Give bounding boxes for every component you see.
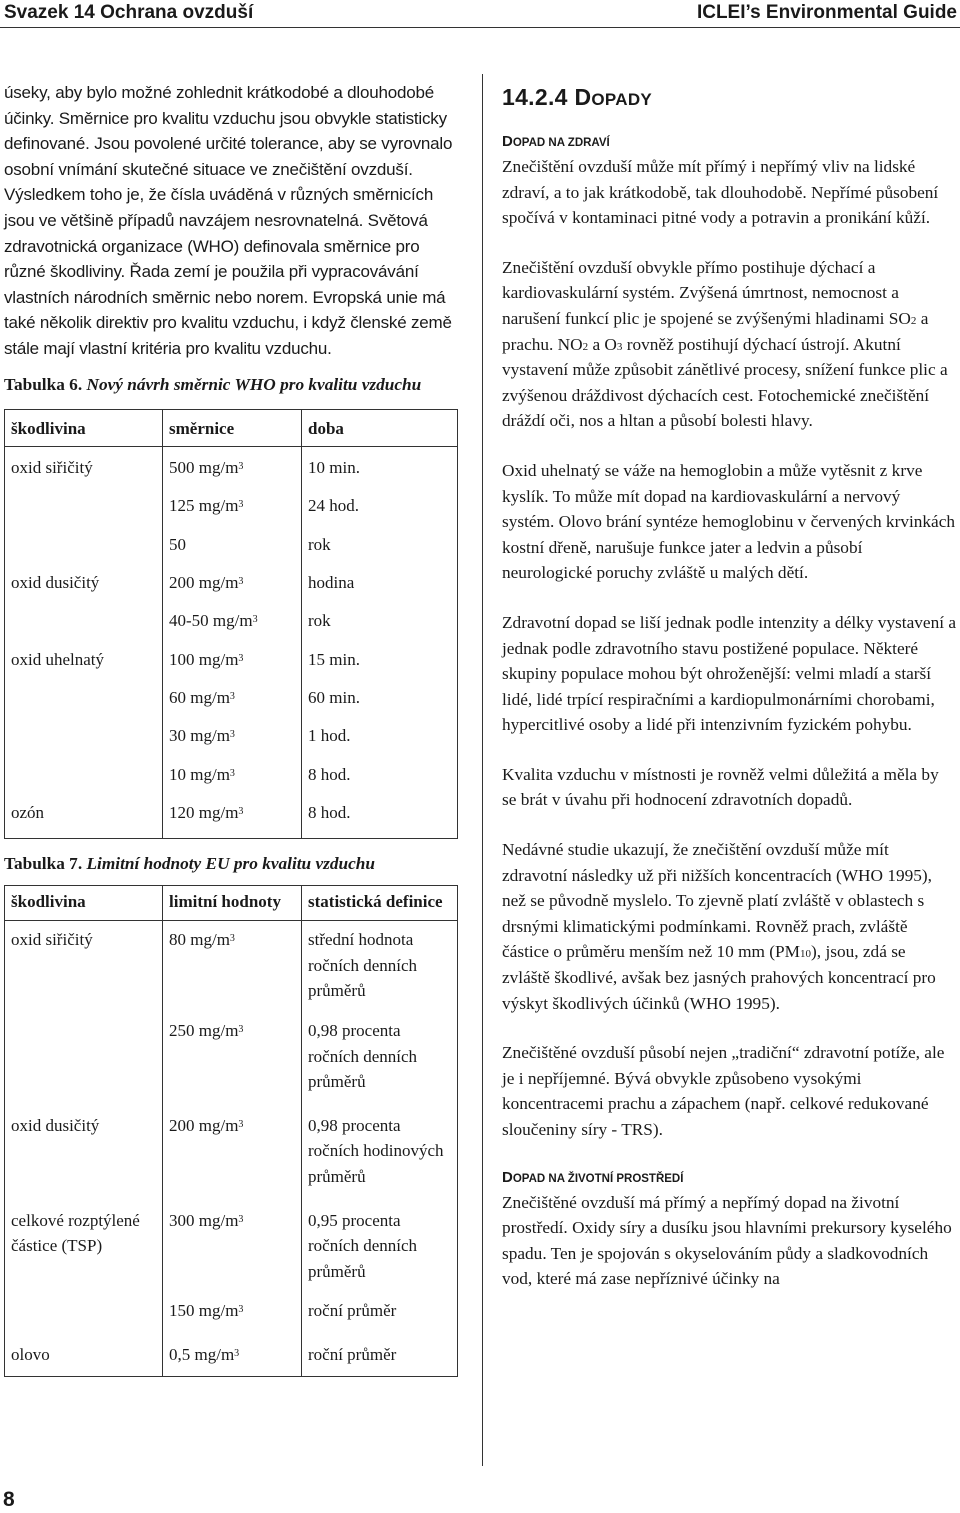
spacer	[502, 813, 956, 837]
table7-cell-text: oxid dusičitý	[11, 1115, 100, 1135]
p2-part-b: a prachu. NO	[502, 308, 929, 354]
intro-paragraph: úseky, aby bylo možné zohlednit krátkodobé a dlouhodobé účinky. Směrnice pro kvalitu vzduchu jsou obvykle statisticky definované. Jsou povolené určité tolerance, aby se vyrovnalo osobní vnímání skutečné situace ve znečištění ovzduší. Výsledkem toho je, že čísla uváděná v různých směrnicích jsou ve většině případů navzájem nesrovnatelná. Světová zdravotnická organizace (WHO) definovala směrnice pro různé škodliviny. Řada zemí je použila při vypracovávání vlastních národních směrnic nebo norem. Evropská unie má také několik direktiv pro kvalitu vzduchu, i když členské země stále mají vlastní kritéria pro kvalitu vzduchu.	[4, 83, 453, 358]
column-divider	[482, 74, 483, 1466]
table7-cell-text: olovo	[11, 1345, 50, 1364]
table7-cell	[5, 1332, 163, 1376]
table7-cell-text: 0,98 procenta ročních hodinových průměrů	[308, 1115, 444, 1187]
table7-cell	[302, 1198, 458, 1293]
p2-part-a: Znečištění ovzduší obvykle přímo postihuje dýchací a kardiovaskulární systém. Zvýšená úmrtnost, nemocnost a narušení funkcí plic je spojené se zvýšenými hladinami SO	[502, 257, 911, 328]
table7-cell-superscript: 3	[229, 933, 235, 945]
table6-cell	[302, 608, 458, 646]
table7-cell-superscript: 3	[238, 1118, 244, 1130]
table6-cell	[163, 447, 302, 494]
table6-header-cell: škodlivina	[5, 410, 163, 447]
left-column	[4, 80, 456, 1377]
table6-cell	[302, 685, 458, 723]
table6-row	[5, 685, 458, 723]
spacer	[502, 231, 956, 255]
table7-cell-text: 250 mg/m	[169, 1021, 239, 1041]
table6-cell-text: 30 mg/m	[169, 726, 230, 746]
table6-cell-text: oxid siřičitý	[11, 458, 93, 478]
header-guide-title: ICLEI’s Environmental Guide	[696, 2, 957, 23]
table6-row	[5, 723, 458, 761]
table7-cell-text: 0,5 mg/m	[169, 1345, 235, 1364]
table6-title: Nový návrh směrnic WHO pro kvalitu vzduchu	[86, 374, 422, 394]
p2-part-c: a O	[588, 334, 617, 354]
table6-row	[5, 447, 458, 494]
table7-label: Tabulka 7.	[4, 854, 83, 874]
table6-cell	[5, 723, 163, 761]
table7-title: Limitní hodnoty EU pro kvalitu vzduchu	[86, 854, 376, 874]
table7-cell	[302, 1332, 458, 1376]
table6-cell-text: 125 mg/m	[169, 496, 239, 516]
table7-row	[5, 1103, 458, 1198]
table6-cell	[5, 570, 163, 608]
table7-eu-limits	[4, 885, 458, 1377]
table7-cell-text: oxid siřičitý	[11, 930, 93, 950]
subheading-health-rest: OPAD NA ZDRAVÍ	[512, 137, 610, 149]
header-volume-title: Svazek 14 Ochrana ovzduší	[4, 2, 254, 23]
table6-cell	[163, 762, 302, 800]
table6-cell	[5, 762, 163, 800]
table6-row	[5, 647, 458, 685]
p6-part-a: Nedávné studie ukazují, že znečištění ovzduší může mít zdravotní následky už při nižších koncentracích (WHO 1995), než se původně myslelo. To zjevně platí zvláště v oblastech s drsnými klimatickými podmínkami. Rovněž prach, zvláště částice o průměru menším než 10 mm (PM	[502, 840, 932, 962]
table6-cell-text: ozón	[11, 802, 45, 822]
table7-cell-text: roční průměr	[308, 1345, 397, 1364]
p2-sub-3: 3	[616, 340, 623, 353]
spacer	[502, 434, 956, 458]
table6-cell-text: 8 hod.	[308, 764, 351, 784]
table6-cell-text: 500 mg/m	[169, 458, 239, 478]
section-heading	[502, 84, 956, 111]
table7-cell-text: 0,95 procenta ročních denních průměrů	[308, 1210, 418, 1281]
table6-cell-text: 40-50 mg/m	[169, 611, 253, 631]
table6-cell	[163, 608, 302, 646]
p2-part-d: rovněž postihují dýchací ústrojí. Akutní vystavení může způsobit zánětlivé procesy, snížení funkce plic a zvýšenou dráždivost dýchacích cest. Fotochemické znečištění dráždí oči, nos a hltan a působí bolesti hlavy.	[502, 334, 948, 431]
table6-cell	[302, 447, 458, 494]
paragraph-5: Kvalita vzduchu v místnosti je rovněž velmi důležitá a měla by se brát v úvahu při hodnocení zdravotních dopadů.	[502, 764, 939, 810]
table7-header-cell: statistická definice	[302, 885, 458, 921]
table7-cell-superscript: 3	[238, 1304, 244, 1316]
table6-cell-text: 10 min.	[308, 458, 360, 478]
table6-cell	[163, 570, 302, 608]
table6-cell-superscript: 3	[238, 576, 244, 588]
table6-cell	[302, 723, 458, 761]
table7-row	[5, 1198, 458, 1293]
heading-rest: OPADY	[591, 90, 653, 109]
table7-header-cell: limitní hodnoty	[163, 885, 302, 921]
table7-cell	[163, 1103, 302, 1198]
table6-row	[5, 532, 458, 570]
table7-header-cell: škodlivina	[5, 885, 163, 921]
table6-cell-superscript: 3	[238, 805, 244, 817]
paragraph-6	[502, 837, 956, 1016]
table7-cell	[163, 921, 302, 1012]
table6-cell	[302, 800, 458, 839]
p6-sub: 10	[800, 948, 812, 961]
heading-number: 14.2.4	[502, 84, 568, 110]
table7-cell	[163, 1292, 302, 1332]
subheading-environment	[502, 1167, 956, 1190]
table6-header-row	[5, 410, 458, 447]
table6-cell-text: oxid uhelnatý	[11, 649, 105, 669]
p2-sub-1: 2	[910, 314, 917, 327]
table6-cell	[163, 723, 302, 761]
table6-row	[5, 570, 458, 608]
table6-row	[5, 493, 458, 531]
table6-cell	[163, 647, 302, 685]
table6-cell	[5, 800, 163, 839]
table7-cell-text: 200 mg/m	[169, 1115, 239, 1135]
subheading-env-rest: OPAD NA ŽIVOTNÍ PROSTŘEDÍ	[512, 1172, 684, 1185]
right-column	[502, 80, 956, 1292]
table7-cell	[163, 1198, 302, 1293]
table6-cell-text: 8 hod.	[308, 802, 351, 822]
table7-cell	[302, 921, 458, 1012]
table6-cell	[302, 762, 458, 800]
table6-row	[5, 762, 458, 800]
table7-cell-superscript: 3	[234, 1348, 240, 1359]
table7-cell-text: roční průměr	[308, 1301, 397, 1321]
table7-cell	[5, 921, 163, 1012]
table7-cell-text: 80 mg/m	[169, 930, 230, 950]
table6-cell	[5, 685, 163, 723]
table6-cell-text: oxid dusičitý	[11, 573, 100, 593]
table6-cell-text: rok	[308, 534, 331, 554]
table6-cell-text: 50	[169, 534, 186, 554]
table7-cell-superscript: 3	[238, 1213, 244, 1225]
page-header	[0, 0, 960, 28]
table6-cell-text: 60 min.	[308, 687, 360, 707]
table7-cell-text: 300 mg/m	[169, 1210, 239, 1230]
table7-cell	[302, 1292, 458, 1332]
table7-cell-text: 150 mg/m	[169, 1301, 239, 1321]
table6-cell	[163, 800, 302, 839]
table6-cell-text: 200 mg/m	[169, 573, 239, 593]
table6-cell-superscript: 3	[229, 729, 235, 741]
table6-cell-text: rok	[308, 611, 331, 631]
table7-row	[5, 1292, 458, 1332]
spacer	[502, 586, 956, 610]
table6-label: Tabulka 6.	[4, 374, 83, 394]
table7-cell	[163, 1332, 302, 1376]
paragraph-1: Znečištění ovzduší může mít přímý i nepřímý vliv na lidské zdraví, a to jak krátkodobě, tak dlouhodobě. Nepřímé působení spočívá v kontaminaci pitné vody a potravin a pronikání kůží.	[502, 157, 939, 228]
table6-cell-text: 100 mg/m	[169, 649, 239, 669]
paragraph-8: Znečištěné ovzduší má přímý a nepřímý dopad na životní prostředí. Oxidy síry a dusíku jsou hlavními prekursory kyselého spadu. Ten je spojován s okyselováním půdy a sladkovodních vod, které má zase nepříznivé účinky na	[502, 1192, 952, 1289]
table6-cell-superscript: 3	[238, 499, 244, 511]
table7-header-row	[5, 885, 458, 921]
table6-header-cell: směrnice	[163, 410, 302, 447]
table6-cell	[163, 532, 302, 570]
heading-initial: D	[574, 84, 592, 110]
table6-cell	[302, 570, 458, 608]
table6-cell	[5, 647, 163, 685]
spacer	[502, 738, 956, 762]
table7-cell-superscript: 3	[238, 1024, 244, 1036]
table6-cell	[302, 532, 458, 570]
table7-cell	[163, 1012, 302, 1103]
paragraph-4: Zdravotní dopad se liší jednak podle intenzity a délky vystavení a jednak podle zdravotního stavu postižené populace. Některé skupiny populace mohou být ohroženější: velmi mladí a starší lidé, lidé trpící respiračními a kardiopulmonárními chorobami, hypercitlivé osoby a lidé při intenzivním fyzickém pohybu.	[502, 612, 956, 735]
table6-who-guidelines	[4, 409, 458, 839]
page-number: 8	[3, 1488, 15, 1511]
spacer	[502, 1016, 956, 1040]
table6-cell-text: 120 mg/m	[169, 802, 239, 822]
table7-caption	[4, 851, 456, 877]
table7-cell-text: celkové rozptýlené částice (TSP)	[11, 1210, 140, 1256]
table6-header-cell: doba	[302, 410, 458, 447]
subheading-health-initial: D	[502, 133, 513, 150]
paragraph-7: Znečištěné ovzduší působí nejen „tradiční“ zdravotní potíže, ale je i nepříjemné. Bývá obvykle způsobeno vysokými koncentracemi prachu a zápachem (např. celkové redukované sloučeniny síry - TRS).	[502, 1043, 945, 1139]
table7-row	[5, 1012, 458, 1103]
table6-cell-superscript: 3	[229, 767, 235, 779]
subheading-health	[502, 131, 956, 154]
table6-cell	[5, 493, 163, 531]
table7-cell-text: 0,98 procenta ročních denních průměrů	[308, 1021, 418, 1092]
table7-cell	[5, 1103, 163, 1198]
table6-cell	[5, 532, 163, 570]
table6-cell-superscript: 3	[252, 614, 258, 626]
table7-cell-text: střední hodnota ročních denních průměrů	[308, 930, 418, 1001]
table6-cell-text: hodina	[308, 573, 355, 593]
table6-cell	[163, 685, 302, 723]
table6-cell-text: 1 hod.	[308, 726, 351, 746]
table6-cell	[302, 493, 458, 531]
table7-cell	[5, 1198, 163, 1293]
table6-cell-text: 10 mg/m	[169, 764, 230, 784]
spacer	[502, 1143, 956, 1167]
table6-cell-superscript: 3	[229, 690, 235, 702]
table7-cell	[302, 1012, 458, 1103]
table6-cell-text: 60 mg/m	[169, 687, 230, 707]
table6-cell	[5, 447, 163, 494]
subheading-env-initial: D	[502, 1168, 513, 1186]
paragraph-2	[502, 255, 956, 434]
p2-sub-2: 2	[582, 340, 589, 353]
table6-cell-superscript: 3	[238, 461, 244, 473]
table6-caption	[4, 372, 456, 398]
table7-cell	[5, 1012, 163, 1103]
paragraph-3: Oxid uhelnatý se váže na hemoglobin a může vytěsnit z krve kyslík. To může mít dopad na kardiovaskulární a nervový systém. Olovo brání syntéze hemoglobinu v červených krvinkách kostní dřeně, narušuje funkce jater a ledvin a působí neurologické poruchy zvláště u malých dětí.	[502, 460, 956, 583]
p6-part-b: ), jsou, zdá se zvláště škodlivé, avšak bez jasných prahových koncentrací pro výskyt škodlivých účinků (WHO 1995).	[502, 942, 936, 1013]
table6-cell-text: 15 min.	[308, 649, 360, 669]
table6-cell	[302, 647, 458, 685]
table7-cell	[302, 1103, 458, 1198]
table6-row	[5, 800, 458, 839]
table6-cell	[5, 608, 163, 646]
table6-cell	[163, 493, 302, 531]
table7-row	[5, 1332, 458, 1376]
table6-row	[5, 608, 458, 646]
table6-cell-text: 24 hod.	[308, 496, 359, 516]
table7-cell	[5, 1292, 163, 1332]
table7-row	[5, 921, 458, 1012]
table6-cell-superscript: 3	[238, 652, 244, 664]
